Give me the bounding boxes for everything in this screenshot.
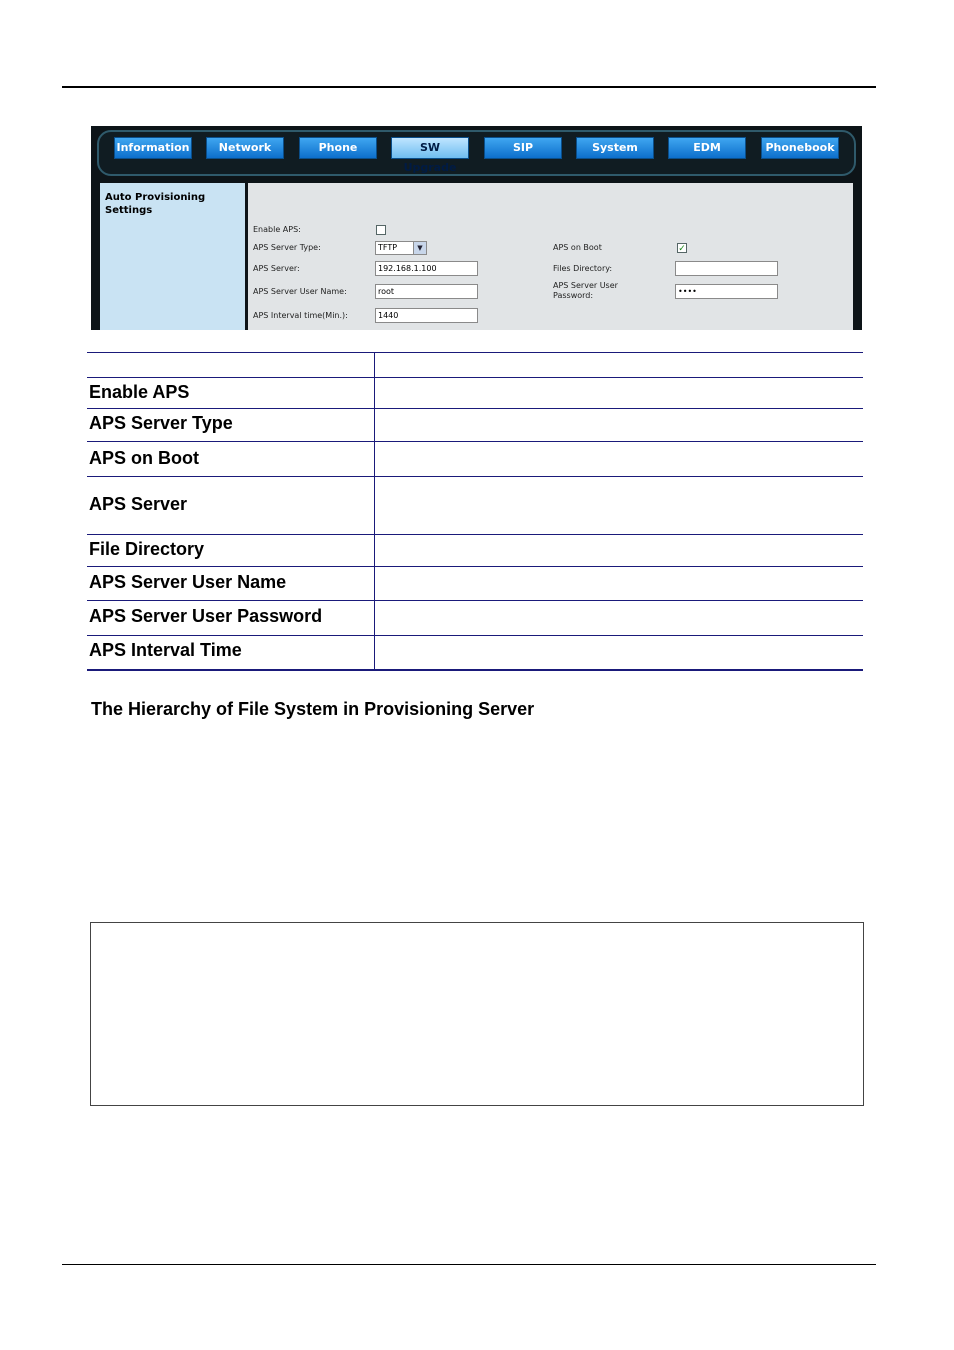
table-rule: [87, 408, 863, 409]
table-rule: [87, 377, 863, 378]
header-rule: [62, 86, 876, 88]
tab-phone[interactable]: Phone: [299, 137, 377, 159]
aps-server-type-label: APS Server Type:: [253, 243, 321, 252]
file-hierarchy-box: [90, 922, 864, 1106]
chevron-down-icon: ▼: [413, 242, 426, 254]
aps-server-user-password-label: APS Server User Password:: [553, 281, 618, 300]
checkmark-icon: ✓: [678, 243, 686, 253]
table-row-aps-interval-time: APS Interval Time: [89, 640, 242, 660]
aps-server-label: APS Server:: [253, 264, 300, 273]
table-rule: [87, 441, 863, 442]
aps-server-input[interactable]: 192.168.1.100: [375, 261, 478, 276]
table-row-aps-on-boot: APS on Boot: [89, 448, 199, 468]
table-rule: [87, 566, 863, 567]
aps-settings-screenshot: [91, 126, 862, 330]
table-rule: [87, 534, 863, 535]
enable-aps-checkbox[interactable]: [376, 225, 386, 235]
enable-aps-label: Enable APS:: [253, 225, 301, 234]
aps-interval-input[interactable]: 1440: [375, 308, 478, 323]
aps-server-user-password-input[interactable]: ••••: [675, 284, 778, 299]
aps-server-type-select[interactable]: [375, 241, 427, 255]
aps-server-user-name-label: APS Server User Name:: [253, 287, 347, 296]
aps-on-boot-checkbox[interactable]: [677, 243, 687, 253]
table-rule: [87, 352, 863, 353]
tab-phonebook[interactable]: Phonebook: [761, 137, 839, 159]
side-menu-item-auto-provisioning[interactable]: Auto Provisioning Settings: [105, 192, 206, 216]
table-row-file-directory: File Directory: [89, 539, 205, 559]
table-row-aps-server: APS Server: [89, 494, 188, 514]
table-row-aps-server-type: APS Server Type: [89, 413, 233, 433]
table-rule: [87, 635, 863, 636]
tab-information[interactable]: Information: [114, 137, 192, 159]
files-directory-input[interactable]: [675, 261, 778, 276]
side-menu: [100, 183, 245, 330]
aps-server-type-value: TFTP: [378, 243, 398, 252]
aps-on-boot-label: APS on Boot: [553, 243, 602, 252]
tab-network[interactable]: Network: [206, 137, 284, 159]
footer-rule: [62, 1264, 876, 1265]
tab-system[interactable]: System: [576, 137, 654, 159]
tab-edm[interactable]: EDM: [668, 137, 746, 159]
table-row-aps-server-user-password: APS Server User Password: [89, 606, 323, 626]
table-row-enable-aps: Enable APS: [89, 382, 190, 402]
tab-sw-upgrade[interactable]: SW Upgrade: [391, 137, 469, 159]
table-row-aps-server-user-name: APS Server User Name: [89, 572, 287, 592]
table-column-divider: [374, 352, 375, 670]
section-heading: The Hierarchy of File System in Provisioning Server: [91, 699, 535, 719]
settings-form: [248, 183, 853, 330]
aps-interval-label: APS Interval time(Min.):: [253, 311, 348, 320]
table-rule: [87, 476, 863, 477]
table-rule: [87, 600, 863, 601]
tab-sip[interactable]: SIP: [484, 137, 562, 159]
aps-server-user-name-input[interactable]: root: [375, 284, 478, 299]
files-directory-label: Files Directory:: [553, 264, 613, 273]
table-rule: [87, 669, 863, 671]
